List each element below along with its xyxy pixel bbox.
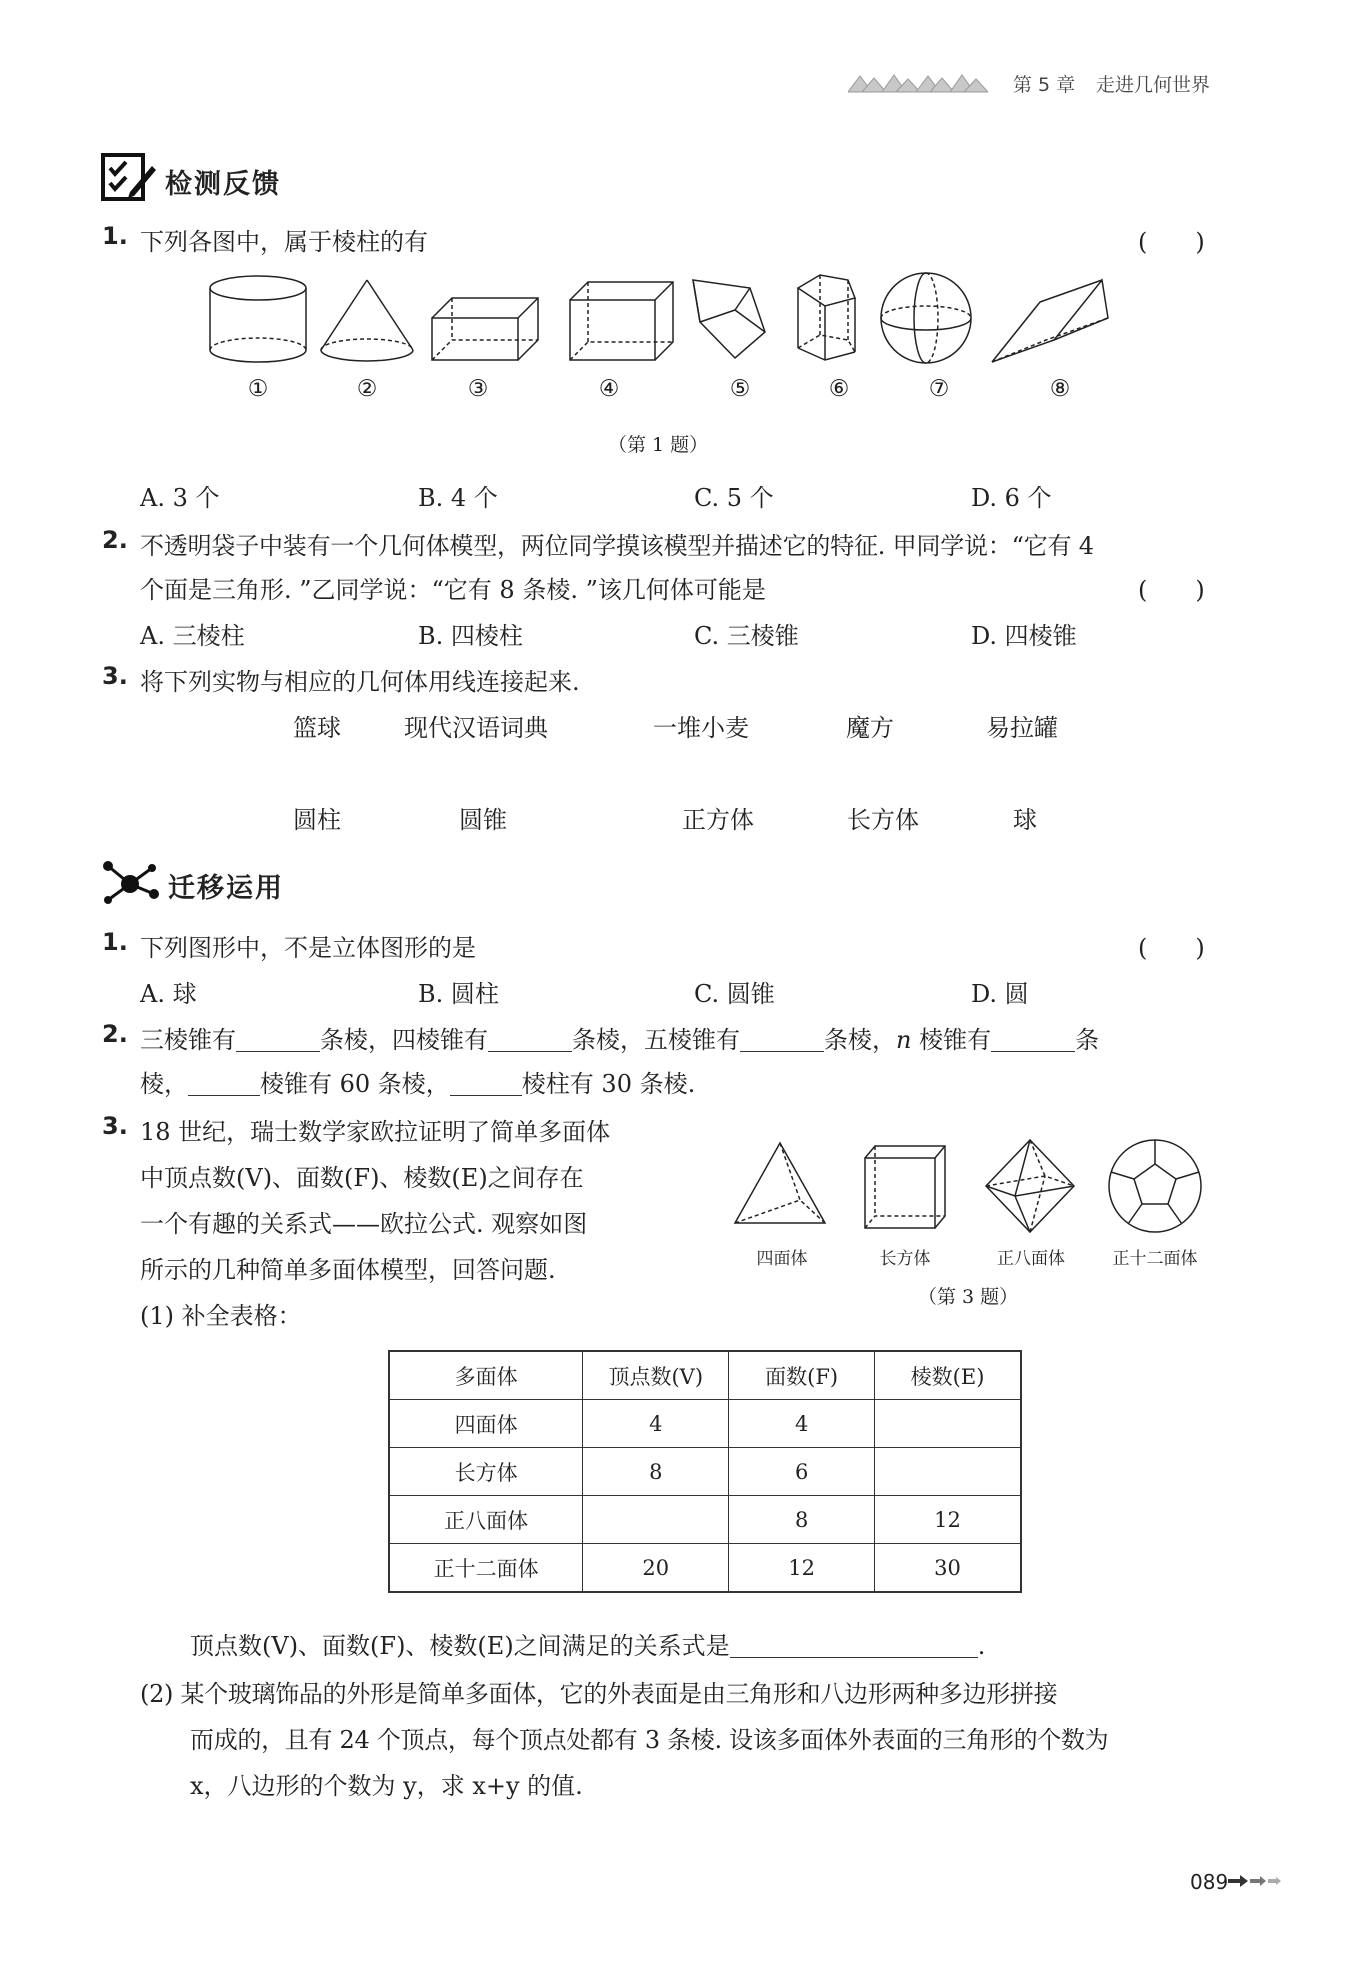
option-b: B. 4 个	[418, 484, 498, 512]
polyhedron-label: 长方体	[879, 1249, 931, 1269]
figure-label: ⑤	[729, 376, 751, 402]
answer-blank[interactable]	[188, 1071, 260, 1096]
answer-blank[interactable]	[991, 1027, 1075, 1052]
dodecahedron-icon	[1109, 1140, 1201, 1232]
table-cell: 四面体	[389, 1400, 583, 1448]
table-header: 面数(F)	[729, 1351, 875, 1400]
table-cell: 8	[729, 1496, 875, 1544]
table-cell: 长方体	[389, 1448, 583, 1496]
table-header-row	[389, 1351, 1021, 1400]
table-cell: 正十二面体	[389, 1544, 583, 1593]
figure-label: ②	[356, 376, 378, 402]
subquestion-2-line: x，八边形的个数为 y，求 x+y 的值.	[190, 1772, 583, 1800]
polyhedron-label: 正十二面体	[1112, 1249, 1198, 1269]
figure-caption: （第 1 题）	[608, 434, 709, 456]
subquestion-2-line: (2) 某个玻璃饰品的外形是简单多面体，它的外表面是由三角形和八边形两种多边形拼接	[140, 1680, 1058, 1708]
answer-blank[interactable]	[730, 1633, 978, 1658]
question-number: 1.	[102, 222, 128, 250]
table-row	[389, 1544, 1021, 1593]
solid-label: 球	[1013, 806, 1037, 834]
answer-blank[interactable]	[450, 1071, 522, 1096]
figure-label: ⑧	[1049, 376, 1071, 402]
question-number: 3.	[102, 662, 128, 690]
polyhedron-label: 四面体	[756, 1249, 808, 1269]
question-text-line: 一个有趣的关系式——欧拉公式. 观察如图	[140, 1210, 588, 1238]
figure-label: ⑦	[928, 376, 950, 402]
solid-label: 圆锥	[459, 806, 507, 834]
solid-label: 正方体	[682, 806, 754, 834]
figure-label: ④	[598, 376, 620, 402]
table-header: 多面体	[389, 1351, 583, 1400]
table-cell: 12	[729, 1544, 875, 1593]
answer-blank[interactable]	[236, 1027, 320, 1052]
object-label: 易拉罐	[986, 714, 1058, 742]
header-chapter: 第 5 章	[1013, 74, 1076, 96]
box-icon	[570, 282, 673, 360]
section-title-feedback: 检测反馈	[165, 169, 281, 200]
solid-label: 圆柱	[293, 806, 341, 834]
table-cell: 20	[583, 1544, 729, 1593]
figure-label: ③	[467, 376, 489, 402]
solid-figures-row	[200, 270, 1120, 370]
table-row	[389, 1496, 1021, 1544]
polyhedra-table	[388, 1350, 1022, 1593]
cone-icon	[321, 280, 413, 361]
answer-paren: ( )	[1138, 576, 1205, 604]
molecule-icon	[100, 858, 160, 908]
object-label: 一堆小麦	[653, 714, 749, 742]
table-row	[389, 1400, 1021, 1448]
header-mountain-decoration	[848, 70, 988, 94]
skewed-prism-icon	[693, 280, 765, 358]
sphere-icon	[881, 273, 971, 363]
octahedron-icon	[986, 1140, 1074, 1232]
triangular-prism-icon	[992, 280, 1108, 362]
question-text-line2: 个面是三角形. ”乙同学说：“它有 8 条棱. ”该几何体可能是	[140, 576, 766, 604]
object-label: 魔方	[846, 714, 894, 742]
option-b: B. 四棱柱	[418, 622, 523, 650]
question-text-line1: 不透明袋子中装有一个几何体模型，两位同学摸该模型并描述它的特征. 甲同学说：“它有 4	[140, 532, 1094, 560]
tetrahedron-icon	[735, 1143, 825, 1223]
option-a: A. 球	[140, 980, 197, 1008]
option-d: D. 圆	[971, 980, 1029, 1008]
pentagonal-prism-icon	[798, 275, 855, 360]
option-c: C. 三棱锥	[694, 622, 799, 650]
answer-blank[interactable]	[488, 1027, 572, 1052]
figure-label: ⑥	[828, 376, 850, 402]
header-chapter-title: 走进几何世界	[1096, 74, 1211, 96]
fill-blank-line2: 棱， 棱锥有 60 条棱， 棱柱有 30 条棱.	[140, 1070, 696, 1098]
question-number: 3.	[102, 1112, 128, 1140]
table-row	[389, 1448, 1021, 1496]
question-number: 1.	[102, 928, 128, 956]
figure-caption: （第 3 题）	[918, 1286, 1019, 1308]
option-b: B. 圆柱	[418, 980, 499, 1008]
table-cell-blank[interactable]	[583, 1496, 729, 1544]
option-c: C. 5 个	[694, 484, 774, 512]
object-label: 篮球	[293, 714, 341, 742]
page-number: 089	[1190, 1870, 1229, 1894]
table-cell: 4	[729, 1400, 875, 1448]
question-text: 将下列实物与相应的几何体用线连接起来.	[140, 668, 580, 696]
checklist-icon	[100, 152, 156, 204]
question-text-line: 中顶点数(V)、面数(F)、棱数(E)之间存在	[140, 1164, 584, 1192]
option-d: D. 四棱锥	[971, 622, 1077, 650]
question-number: 2.	[102, 1020, 128, 1048]
option-d: D. 6 个	[971, 484, 1052, 512]
table-cell: 12	[875, 1496, 1021, 1544]
cuboid-figure-icon	[865, 1146, 945, 1228]
table-cell: 30	[875, 1544, 1021, 1593]
table-cell: 正八面体	[389, 1496, 583, 1544]
question-text: 下列图形中，不是立体图形的是	[140, 934, 476, 962]
table-cell: 6	[729, 1448, 875, 1496]
fill-blank-line1: 三棱锥有 条棱，四棱锥有 条棱，五棱锥有 条棱，n 棱锥有 条	[140, 1026, 1100, 1054]
option-c: C. 圆锥	[694, 980, 775, 1008]
question-text: 下列各图中，属于棱柱的有	[140, 228, 428, 256]
solid-label: 长方体	[847, 806, 919, 834]
subquestion-2-line: 而成的，且有 24 个顶点，每个顶点处都有 3 条棱. 设该多面体外表面的三角形的个数为	[190, 1726, 1109, 1754]
answer-paren: ( )	[1138, 934, 1205, 962]
arrow-icon	[1228, 1873, 1288, 1889]
table-cell: 8	[583, 1448, 729, 1496]
subquestion-1: (1) 补全表格：	[140, 1302, 302, 1330]
table-cell-blank[interactable]	[875, 1448, 1021, 1496]
relation-line: 顶点数(V)、面数(F)、棱数(E)之间满足的关系式是 .	[190, 1632, 986, 1660]
option-a: A. 3 个	[140, 484, 220, 512]
object-label: 现代汉语词典	[404, 714, 548, 742]
question-text-line: 18 世纪，瑞士数学家欧拉证明了简单多面体	[140, 1118, 611, 1146]
question-number: 2.	[102, 526, 128, 554]
table-header: 棱数(E)	[875, 1351, 1021, 1400]
polyhedra-figures	[730, 1138, 1210, 1238]
option-a: A. 三棱柱	[140, 622, 245, 650]
cylinder-icon	[210, 276, 306, 362]
table-cell-blank[interactable]	[875, 1400, 1021, 1448]
table-header: 顶点数(V)	[583, 1351, 729, 1400]
answer-blank[interactable]	[740, 1027, 824, 1052]
section-title-transfer: 迁移运用	[168, 873, 284, 904]
table-cell: 4	[583, 1400, 729, 1448]
question-text-line: 所示的几种简单多面体模型，回答问题.	[140, 1256, 556, 1284]
polyhedron-label: 正八面体	[997, 1249, 1065, 1269]
cuboid-icon	[432, 298, 538, 360]
answer-paren: ( )	[1138, 228, 1205, 256]
figure-label: ①	[247, 376, 269, 402]
